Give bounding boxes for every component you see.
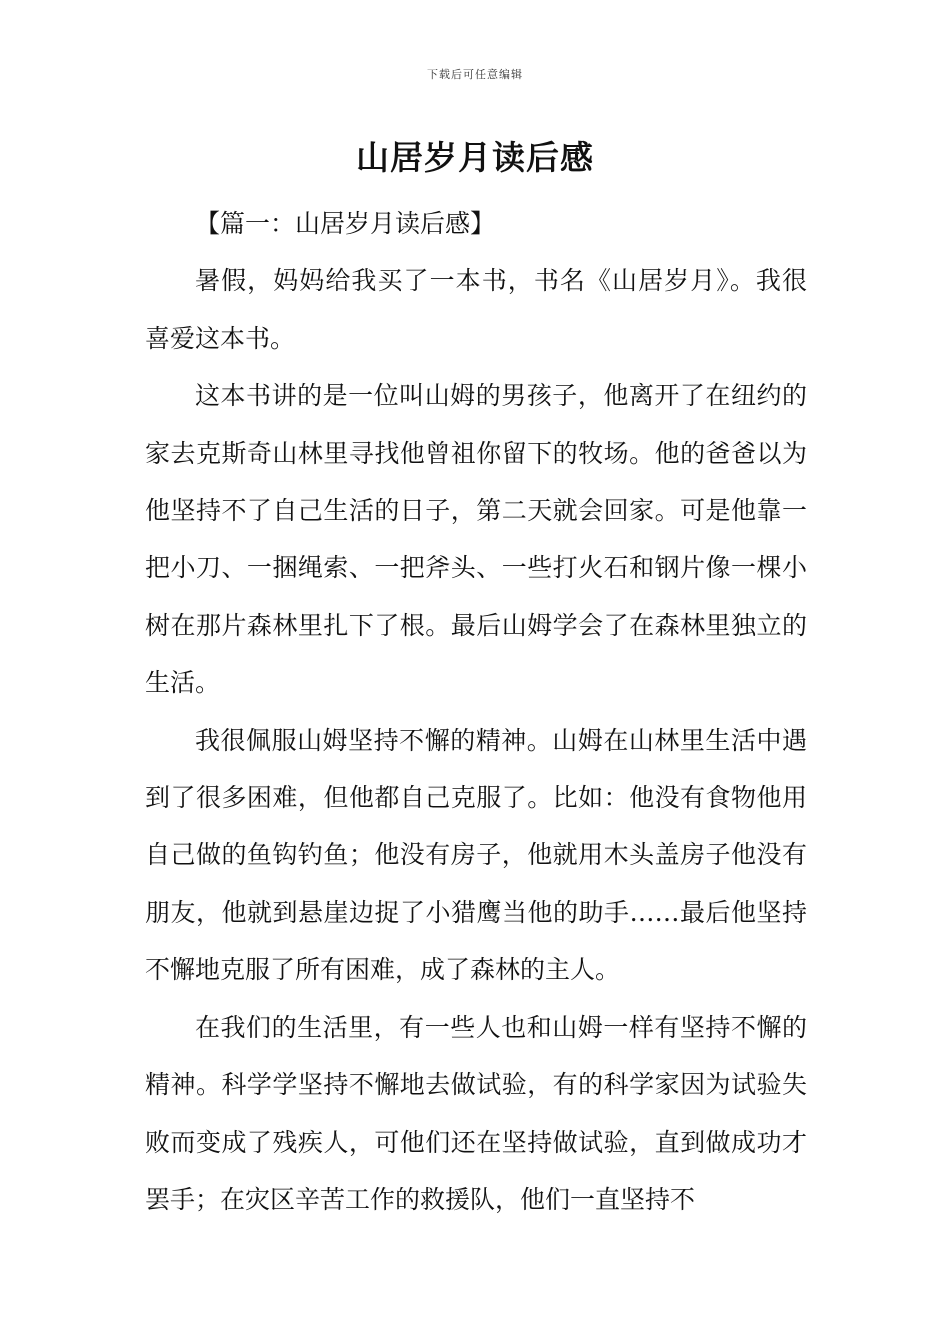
document-body	[145, 195, 807, 1228]
document-title: 山居岁月读后感	[356, 138, 594, 177]
paragraph-2: 这本书讲的是一位叫山姆的男孩子，他离开了在纽约的家去克斯奇山林里寻找他曾祖你留下的牧场。他的爸爸以为他坚持不了自己生活的日子，第二天就会回家。可是他靠一把小刀、一捆绳索、一把斧头、一些打火石和钢片像一棵小树在那片森林里扎下了根。最后山姆学会了在森林里独立的生活。	[145, 381, 807, 698]
paragraph-4: 在我们的生活里，有一些人也和山姆一样有坚持不懈的精神。科学学坚持不懈地去做试验，有的科学家因为试验失败而变成了残疾人，可他们还在坚持做试验，直到做成功才罢手；在灾区辛苦工作的救援队，他们一直坚持不	[145, 1012, 807, 1214]
paragraph-3: 我很佩服山姆坚持不懈的精神。山姆在山林里生活中遇到了很多困难，但他都自己克服了。比如：他没有食物他用自己做的鱼钩钓鱼；他没有房子，他就用木头盖房子他没有朋友，他就到悬崖边捉了小猎鹰当他的助手……最后他坚持不懈地克服了所有困难，成了森林的主人。	[145, 725, 807, 985]
header-note: 下载后可任意编辑	[427, 68, 523, 81]
paragraph-1: 暑假，妈妈给我买了一本书，书名《山居岁月》。我很喜爱这本书。	[145, 266, 807, 353]
section-heading: 【篇一：山居岁月读后感】	[195, 209, 496, 238]
